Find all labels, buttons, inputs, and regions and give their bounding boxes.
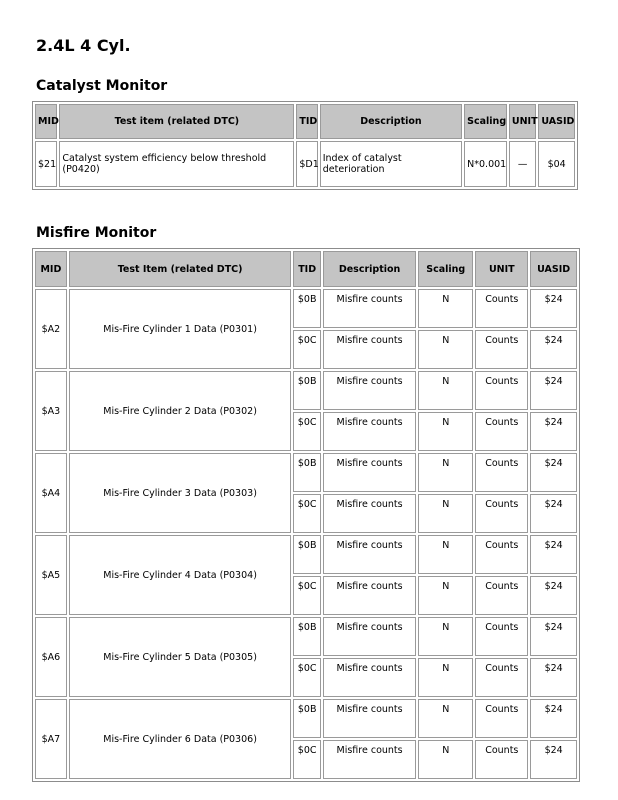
cell-mid: $A3 [35,371,67,451]
cell-uasid: $24 [530,494,577,533]
cell-tid: $0C [293,740,321,779]
column-header-scaling: Scaling [464,104,507,139]
cell-scaling: N*0.001 [464,141,507,187]
cell-description: Misfire counts [323,617,416,656]
cell-scaling: N [418,658,473,697]
cell-scaling: N [418,289,473,328]
column-header-uasid: UASID [538,104,575,139]
cell-uasid: $24 [530,371,577,410]
table-row [35,453,577,492]
cell-tid: $0B [293,699,321,738]
cell-unit: Counts [475,535,528,574]
cell-mid: $A5 [35,535,67,615]
cell-scaling: N [418,494,473,533]
table-row [35,141,575,187]
table-row [35,535,577,574]
cell-description: Misfire counts [323,494,416,533]
cell-scaling: N [418,699,473,738]
cell-unit: Counts [475,658,528,697]
cell-uasid: $04 [538,141,575,187]
cell-tid: $0B [293,453,321,492]
column-header-unit: UNIT [509,104,536,139]
cell-unit: Counts [475,412,528,451]
cell-test-item: Mis-Fire Cylinder 6 Data (P0306) [69,699,292,779]
cell-unit: Counts [475,699,528,738]
cell-uasid: $24 [530,330,577,369]
table-row [35,617,577,656]
column-header-description: Description [320,104,462,139]
cell-mid: $A2 [35,289,67,369]
cell-test-item: Mis-Fire Cylinder 1 Data (P0301) [69,289,292,369]
catalyst-monitor-table [32,101,578,190]
cell-description: Misfire counts [323,576,416,615]
column-header-mid: MID [35,104,57,139]
cell-scaling: N [418,740,473,779]
cell-scaling: N [418,371,473,410]
misfire-table-body [35,289,577,779]
catalyst-monitor-title: Catalyst Monitor [36,78,168,94]
cell-scaling: N [418,535,473,574]
cell-uasid: $24 [530,699,577,738]
cell-unit: Counts [475,740,528,779]
cell-unit: Counts [475,453,528,492]
column-header-unit: UNIT [475,251,528,287]
column-header-scaling: Scaling [418,251,473,287]
cell-unit: Counts [475,330,528,369]
cell-test-item: Catalyst system efficiency below threshold (P0420) [59,141,294,187]
cell-unit: Counts [475,494,528,533]
cell-description: Misfire counts [323,371,416,410]
cell-tid: $0C [293,576,321,615]
cell-scaling: N [418,330,473,369]
cell-description: Misfire counts [323,412,416,451]
cell-uasid: $24 [530,453,577,492]
cell-description: Index of catalyst deterioration [320,141,462,187]
cell-tid: $0C [293,658,321,697]
misfire-monitor-table [32,248,580,782]
table-header-row [35,251,577,287]
cell-scaling: N [418,453,473,492]
cell-uasid: $24 [530,740,577,779]
cell-description: Misfire counts [323,330,416,369]
page-title: 2.4L 4 Cyl. [36,36,131,55]
column-header-test-item: Test item (related DTC) [59,104,294,139]
cell-tid: $0B [293,289,321,328]
column-header-description: Description [323,251,416,287]
cell-uasid: $24 [530,617,577,656]
cell-mid: $A6 [35,617,67,697]
cell-description: Misfire counts [323,740,416,779]
cell-uasid: $24 [530,289,577,328]
cell-unit: Counts [475,289,528,328]
column-header-tid: TID [296,104,317,139]
cell-mid: $A7 [35,699,67,779]
cell-test-item: Mis-Fire Cylinder 2 Data (P0302) [69,371,292,451]
cell-uasid: $24 [530,576,577,615]
cell-tid: $0C [293,330,321,369]
cell-description: Misfire counts [323,699,416,738]
cell-unit: Counts [475,617,528,656]
table-header-row [35,104,575,139]
cell-mid: $A4 [35,453,67,533]
cell-tid: $0B [293,535,321,574]
cell-tid: $0C [293,412,321,451]
cell-description: Misfire counts [323,658,416,697]
cell-unit: — [509,141,536,187]
cell-unit: Counts [475,576,528,615]
table-row [35,289,577,328]
column-header-mid: MID [35,251,67,287]
cell-uasid: $24 [530,658,577,697]
column-header-test-item: Test Item (related DTC) [69,251,292,287]
cell-scaling: N [418,576,473,615]
cell-tid: $0B [293,617,321,656]
cell-mid: $21 [35,141,57,187]
cell-tid: $0C [293,494,321,533]
column-header-uasid: UASID [530,251,577,287]
cell-scaling: N [418,412,473,451]
table-row [35,371,577,410]
misfire-monitor-title: Misfire Monitor [36,225,157,241]
cell-description: Misfire counts [323,289,416,328]
table-row [35,699,577,738]
cell-description: Misfire counts [323,453,416,492]
cell-unit: Counts [475,371,528,410]
cell-tid: $D1 [296,141,317,187]
cell-tid: $0B [293,371,321,410]
cell-test-item: Mis-Fire Cylinder 5 Data (P0305) [69,617,292,697]
cell-description: Misfire counts [323,535,416,574]
cell-test-item: Mis-Fire Cylinder 3 Data (P0303) [69,453,292,533]
column-header-tid: TID [293,251,321,287]
cell-test-item: Mis-Fire Cylinder 4 Data (P0304) [69,535,292,615]
cell-uasid: $24 [530,535,577,574]
cell-uasid: $24 [530,412,577,451]
cell-scaling: N [418,617,473,656]
